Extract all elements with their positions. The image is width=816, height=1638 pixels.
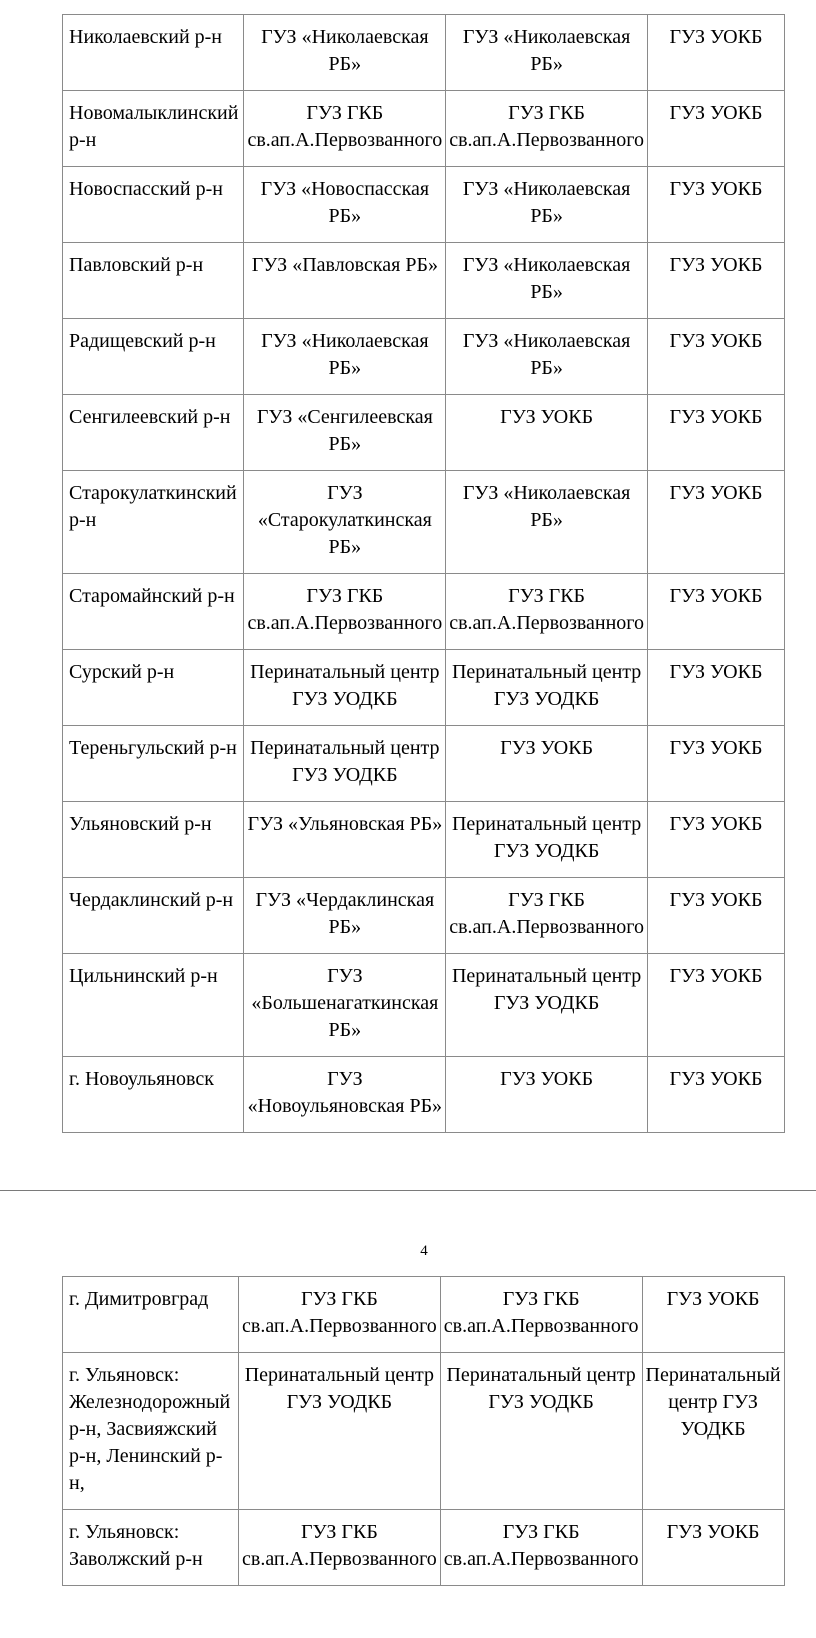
routing-table-page-4 — [62, 1276, 785, 1586]
level3-facility-cell: ГУЗ УОКБ — [648, 15, 785, 91]
level1-facility-cell: Перинатальный центр ГУЗ УОДКБ — [244, 726, 446, 802]
table-row — [63, 1353, 785, 1510]
district-cell: Павловский р-н — [63, 243, 244, 319]
table-row — [63, 243, 785, 319]
level3-facility-cell: Перинатальный центр ГУЗ УОДКБ — [642, 1353, 784, 1510]
level1-facility-cell: ГУЗ «Старокулаткинская РБ» — [244, 471, 446, 574]
table-row — [63, 1277, 785, 1353]
table-row — [63, 15, 785, 91]
level2-facility-cell: ГУЗ ГКБ св.ап.А.Первозванного — [446, 878, 648, 954]
level2-facility-cell: ГУЗ «Николаевская РБ» — [446, 319, 648, 395]
routing-table-continued — [62, 14, 785, 1133]
level3-facility-cell: ГУЗ УОКБ — [648, 726, 785, 802]
level1-facility-cell: ГУЗ ГКБ св.ап.А.Первозванного — [244, 91, 446, 167]
level2-facility-cell: ГУЗ ГКБ св.ап.А.Первозванного — [440, 1510, 642, 1586]
district-cell: Новомалыклинский р-н — [63, 91, 244, 167]
district-cell: Николаевский р-н — [63, 15, 244, 91]
level1-facility-cell: ГУЗ «Чердаклинская РБ» — [244, 878, 446, 954]
district-cell: Тереньгульский р-н — [63, 726, 244, 802]
level3-facility-cell: ГУЗ УОКБ — [648, 471, 785, 574]
level2-facility-cell: ГУЗ ГКБ св.ап.А.Первозванного — [446, 91, 648, 167]
level1-facility-cell: ГУЗ ГКБ св.ап.А.Первозванного — [239, 1510, 441, 1586]
level2-facility-cell: ГУЗ УОКБ — [446, 726, 648, 802]
level1-facility-cell: ГУЗ ГКБ св.ап.А.Первозванного — [244, 574, 446, 650]
level1-facility-cell: Перинатальный центр ГУЗ УОДКБ — [239, 1353, 441, 1510]
level2-facility-cell: Перинатальный центр ГУЗ УОДКБ — [446, 954, 648, 1057]
level1-facility-cell: ГУЗ «Николаевская РБ» — [244, 15, 446, 91]
level2-facility-cell: ГУЗ ГКБ св.ап.А.Первозванного — [446, 574, 648, 650]
level1-facility-cell: ГУЗ «Ульяновская РБ» — [244, 802, 446, 878]
level1-facility-cell: ГУЗ ГКБ св.ап.А.Первозванного — [239, 1277, 441, 1353]
district-cell: Сурский р-н — [63, 650, 244, 726]
level1-facility-cell: Перинатальный центр ГУЗ УОДКБ — [244, 650, 446, 726]
level1-facility-cell: ГУЗ «Новоспасская РБ» — [244, 167, 446, 243]
table-row — [63, 91, 785, 167]
district-cell: Цильнинский р-н — [63, 954, 244, 1057]
level1-facility-cell: ГУЗ «Большенагаткинская РБ» — [244, 954, 446, 1057]
district-cell: Радищевский р-н — [63, 319, 244, 395]
level3-facility-cell: ГУЗ УОКБ — [648, 1057, 785, 1133]
table-body — [63, 15, 785, 1133]
table-row — [63, 395, 785, 471]
level2-facility-cell: ГУЗ «Николаевская РБ» — [446, 243, 648, 319]
level3-facility-cell: ГУЗ УОКБ — [648, 319, 785, 395]
level3-facility-cell: ГУЗ УОКБ — [642, 1510, 784, 1586]
level2-facility-cell: Перинатальный центр ГУЗ УОДКБ — [446, 802, 648, 878]
level3-facility-cell: ГУЗ УОКБ — [648, 395, 785, 471]
table-row — [63, 471, 785, 574]
table-row — [63, 878, 785, 954]
table-row — [63, 726, 785, 802]
level2-facility-cell: ГУЗ «Николаевская РБ» — [446, 167, 648, 243]
district-cell: Новоспасский р-н — [63, 167, 244, 243]
district-cell: г. Димитровград — [63, 1277, 239, 1353]
district-cell: Ульяновский р-н — [63, 802, 244, 878]
level2-facility-cell: ГУЗ ГКБ св.ап.А.Первозванного — [440, 1277, 642, 1353]
level3-facility-cell: ГУЗ УОКБ — [648, 802, 785, 878]
level3-facility-cell: ГУЗ УОКБ — [648, 878, 785, 954]
level2-facility-cell: ГУЗ УОКБ — [446, 1057, 648, 1133]
district-cell: Чердаклинский р-н — [63, 878, 244, 954]
level2-facility-cell: ГУЗ УОКБ — [446, 395, 648, 471]
table-row — [63, 319, 785, 395]
page-number: 4 — [420, 1243, 428, 1259]
level3-facility-cell: ГУЗ УОКБ — [642, 1277, 784, 1353]
level1-facility-cell: ГУЗ «Новоульяновская РБ» — [244, 1057, 446, 1133]
page-break-divider — [0, 1190, 816, 1191]
table-row — [63, 650, 785, 726]
level1-facility-cell: ГУЗ «Павловская РБ» — [244, 243, 446, 319]
level1-facility-cell: ГУЗ «Сенгилеевская РБ» — [244, 395, 446, 471]
table-row — [63, 1057, 785, 1133]
table-row — [63, 574, 785, 650]
table-row — [63, 802, 785, 878]
district-cell: г. Ульяновск: Железнодорожный р-н, Засвияжский р-н, Ленинский р-н, — [63, 1353, 239, 1510]
level1-facility-cell: ГУЗ «Николаевская РБ» — [244, 319, 446, 395]
level3-facility-cell: ГУЗ УОКБ — [648, 650, 785, 726]
district-cell: г. Новоульяновск — [63, 1057, 244, 1133]
level3-facility-cell: ГУЗ УОКБ — [648, 167, 785, 243]
level2-facility-cell: Перинатальный центр ГУЗ УОДКБ — [446, 650, 648, 726]
district-cell: г. Ульяновск: Заволжский р-н — [63, 1510, 239, 1586]
level3-facility-cell: ГУЗ УОКБ — [648, 243, 785, 319]
level2-facility-cell: Перинатальный центр ГУЗ УОДКБ — [440, 1353, 642, 1510]
level3-facility-cell: ГУЗ УОКБ — [648, 91, 785, 167]
level2-facility-cell: ГУЗ «Николаевская РБ» — [446, 471, 648, 574]
district-cell: Старомайнский р-н — [63, 574, 244, 650]
table-row — [63, 954, 785, 1057]
level3-facility-cell: ГУЗ УОКБ — [648, 954, 785, 1057]
table-row — [63, 167, 785, 243]
table-row — [63, 1510, 785, 1586]
level2-facility-cell: ГУЗ «Николаевская РБ» — [446, 15, 648, 91]
level3-facility-cell: ГУЗ УОКБ — [648, 574, 785, 650]
district-cell: Сенгилеевский р-н — [63, 395, 244, 471]
district-cell: Старокулаткинский р-н — [63, 471, 244, 574]
table-body — [63, 1277, 785, 1586]
